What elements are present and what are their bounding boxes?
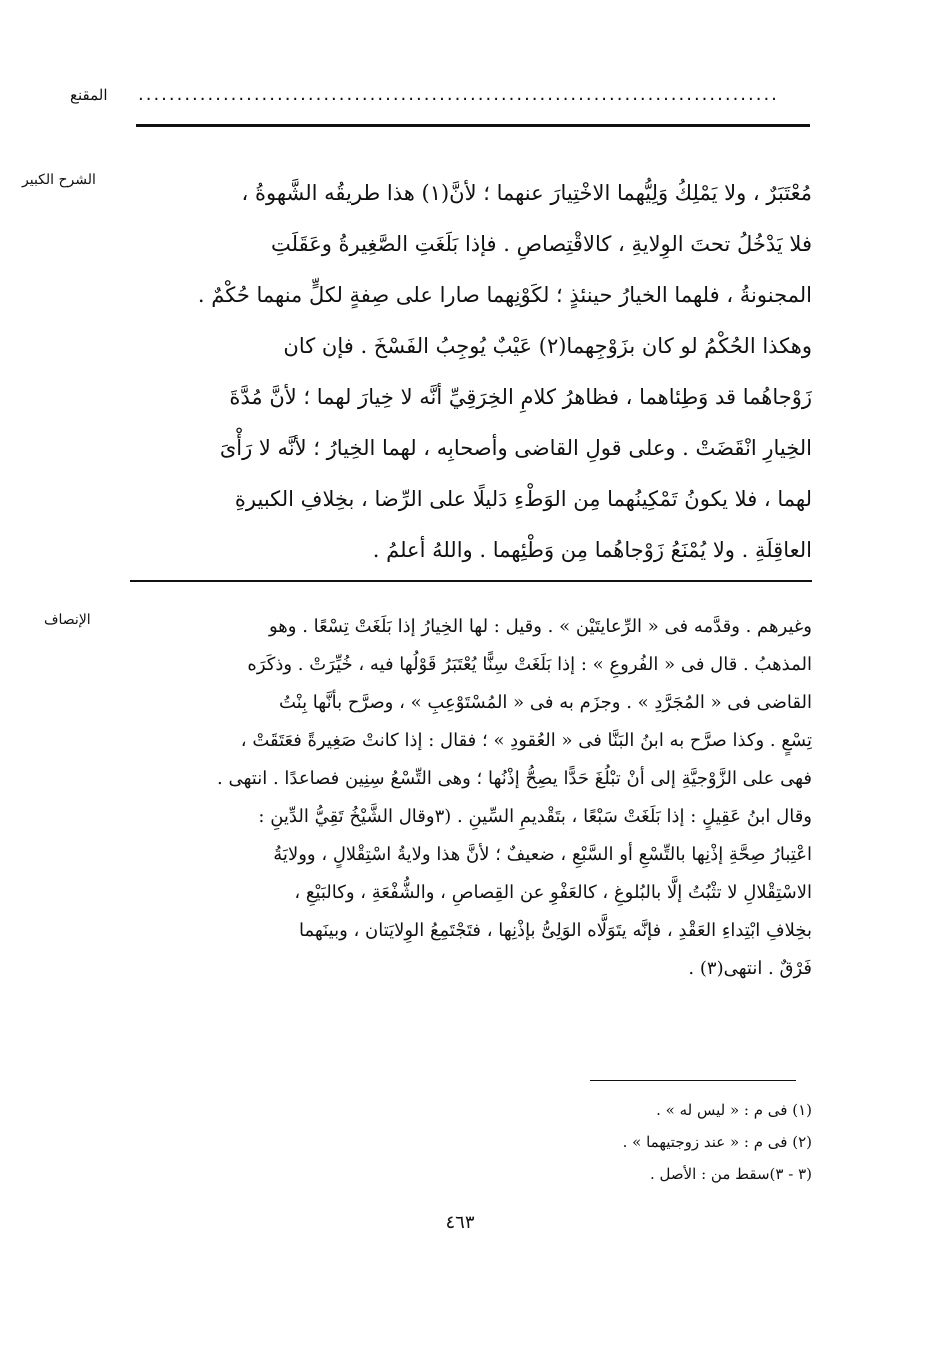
sharh-line: المجنونةُ ، فلهما الخيارُ حينئذٍ ؛ لكَوْنِهما صارا على صِفةٍ لكلٍّ منهما حُكْمٌ . xyxy=(197,283,812,307)
footnote: (٢) فى م : « عند زوجتيهما » . xyxy=(622,1133,812,1151)
insaf-text-block xyxy=(132,608,812,988)
header-rule xyxy=(136,124,810,127)
insaf-line: وغيرهم . وقدَّمه فى « الرِّعايتَيْن » . وقيل : لها الخِيارُ إذا بَلَغَتْ تِسْعًا . وهو xyxy=(268,616,812,637)
section-label-sharh: الشرح الكبير xyxy=(22,172,96,188)
footnote-rule xyxy=(590,1080,796,1081)
sharh-line: زَوْجاهُما قد وَطِئاهما ، فظاهرُ كلامِ الخِرَقِيِّ أنَّه لا خِيارَ لهما ؛ لأنَّ مُدَّةَ xyxy=(229,385,812,409)
footnote: (٣ - ٣)سقط من : الأصل . xyxy=(649,1165,812,1183)
insaf-line: تِسْعٍ . وكذا صرَّح به ابنُ البَنَّا فى « العُقودِ » ؛ فقال : إذا كانتْ صَغِيرةً فعَتَقَتْ ، xyxy=(240,730,812,751)
sharh-line: مُعْتَبَرٌ ، ولا يَمْلِكُ وَلِيُّهما الاخْتِيارَ عنهما ؛ لأنَّ(١) هذا طريقُه الشَّهوةُ ، xyxy=(241,181,812,205)
insaf-line: اعْتِبارُ صِحَّةِ إذْنِها بالتِّسْعِ أو السَّبْعِ ، ضعيفٌ ؛ لأنَّ هذا ولايةُ اسْتِقْلالٍ ، وولايَةُ xyxy=(273,844,812,865)
header-title: المقنع xyxy=(70,86,108,104)
insaf-line: وقال ابنُ عَقِيلٍ : إذا بَلَغَتْ سَبْعًا ، بتَقْديمِ السِّينِ . (٣وقال الشَّيْخُ تَقِيُّ الدِّينِ : xyxy=(258,806,812,827)
sharh-line: العاقِلَةِ . ولا يُمْنَعُ زَوْجاهُما مِن وَطْئِهما . واللهُ أعلمُ . xyxy=(372,538,812,562)
footnote: (١) فى م : « ليس له » . xyxy=(656,1101,812,1119)
insaf-line: القاضى فى « المُجَرَّدِ » . وجزَم به فى « المُسْتَوْعِبِ » ، وصرَّح بأنَّها بِنْتُ xyxy=(278,692,812,713)
insaf-line: بخِلافِ ابْتِداءِ العَقْدِ ، فإنَّه يتَوَلَّاه الوَلِىُّ بإذْنِها ، فتَجْتَمِعُ الوِلايَتان ، وبينَهما xyxy=(299,920,812,941)
sharh-line: الخِيارِ انْقَضَتْ . وعلى قولِ القاضى وأصحابِه ، لهما الخِيارُ ؛ لأنَّه لا رَأْىَ xyxy=(219,436,812,460)
insaf-line: فَرْقٌ . انتهى(٣) . xyxy=(688,958,812,979)
section-label-insaf: الإنصاف xyxy=(44,612,91,628)
page-number: ٤٦٣ xyxy=(445,1212,475,1233)
sharh-line: فلا يَدْخُلُ تحتَ الوِلايةِ ، كالاقْتِصاصِ . فإذا بَلَغَتِ الصَّغِيرةُ وعَقَلَتِ xyxy=(271,232,812,256)
insaf-line: فهى على الزَّوْجيَّةِ إلى أنْ تبْلُغَ حَدًّا يصِحُّ إذْنُها ؛ وهى التِّسْعُ سِنِين فصاعدًا . انتهى . xyxy=(217,768,812,789)
sharh-text-block xyxy=(132,168,812,576)
insaf-line: الاسْتِقْلالِ لا تثْبُتُ إلَّا بالبُلوغِ ، كالعَفْوِ عن القِصاصِ ، والشُّفْعَةِ ، وكالبَيْعِ ، xyxy=(294,882,812,903)
insaf-line: المذهبُ . قال فى « الفُروعِ » : إذا بَلَغَتْ سِنًّا يُعْتَبَرُ قَوْلُها فيه ، خُيِّرَتْ . وذكَرَه xyxy=(247,654,812,675)
sharh-line: لهما ، فلا يكونُ تَمْكِينُهما مِن الوَطْءِ دَليلًا على الرِّضا ، بخِلافِ الكبيرةِ xyxy=(234,487,812,511)
section-divider xyxy=(130,580,812,582)
footnotes xyxy=(420,1094,812,1190)
header-dotted-leader: ................................................................................... xyxy=(138,84,779,105)
sharh-line: وهكذا الحُكْمُ لو كان بزَوْجِهما(٢) عَيْبٌ يُوجِبُ الفَسْخَ . فإن كان xyxy=(283,334,812,358)
